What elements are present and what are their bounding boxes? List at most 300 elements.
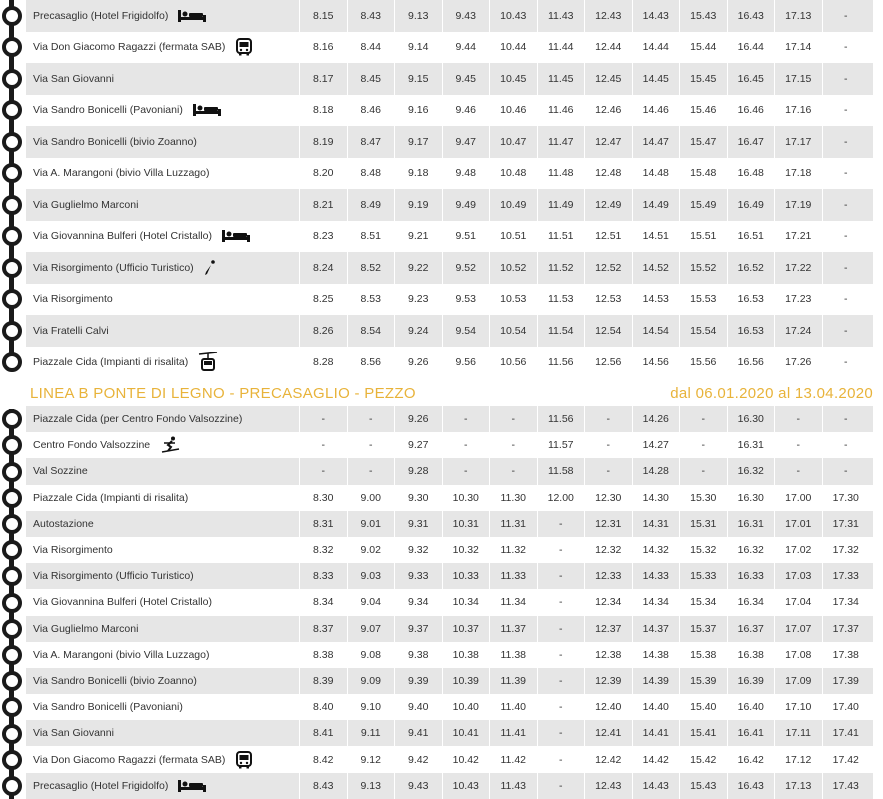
departure-time: 9.08 bbox=[347, 642, 395, 668]
departure-time: 15.49 bbox=[679, 189, 727, 221]
departure-time: - bbox=[774, 406, 822, 432]
departure-time: 17.12 bbox=[774, 746, 822, 772]
departure-time: - bbox=[347, 458, 395, 484]
departure-time: 12.56 bbox=[584, 347, 632, 379]
departure-time: - bbox=[537, 537, 585, 563]
departure-time: - bbox=[774, 432, 822, 458]
departure-time: 10.40 bbox=[442, 694, 490, 720]
departure-time: 9.52 bbox=[442, 252, 490, 284]
departure-time: - bbox=[822, 221, 870, 253]
departure-time: 16.52 bbox=[727, 252, 775, 284]
stop-marker bbox=[2, 462, 22, 482]
table-row bbox=[26, 511, 873, 537]
departure-time: 12.45 bbox=[584, 63, 632, 95]
stop-cell bbox=[26, 596, 299, 608]
departure-time: 11.37 bbox=[489, 616, 537, 642]
stop-cell bbox=[26, 352, 299, 372]
departure-time: 14.51 bbox=[632, 221, 680, 253]
departure-time: 17.32 bbox=[822, 537, 870, 563]
line-b-header bbox=[30, 385, 873, 402]
departure-time: 16.33 bbox=[727, 563, 775, 589]
departure-time: 12.44 bbox=[584, 32, 632, 64]
departure-time: 12.37 bbox=[584, 616, 632, 642]
departure-time: 8.24 bbox=[299, 252, 347, 284]
departure-time: 10.54 bbox=[489, 315, 537, 347]
departure-time: - bbox=[584, 458, 632, 484]
departure-time: 8.17 bbox=[299, 63, 347, 95]
departure-time: 10.33 bbox=[442, 563, 490, 589]
departure-time: 14.47 bbox=[632, 126, 680, 158]
stop-cell bbox=[26, 649, 299, 661]
departure-time: 17.39 bbox=[822, 668, 870, 694]
stop-marker bbox=[2, 163, 22, 183]
departure-time: 10.49 bbox=[489, 189, 537, 221]
departure-time: 9.48 bbox=[442, 158, 490, 190]
departure-time: 16.31 bbox=[727, 432, 775, 458]
departure-time: 9.04 bbox=[347, 589, 395, 615]
departure-time: 15.54 bbox=[679, 315, 727, 347]
stop-marker bbox=[2, 289, 22, 309]
departure-time: 14.44 bbox=[632, 32, 680, 64]
stop-name: Precasaglio (Hotel Frigidolfo) bbox=[33, 779, 169, 792]
departure-time: 10.42 bbox=[442, 746, 490, 772]
departure-time: 9.38 bbox=[394, 642, 442, 668]
stop-name: Via Don Giacomo Ragazzi (fermata SAB) bbox=[33, 41, 226, 54]
departure-time: - bbox=[584, 432, 632, 458]
departure-time: 16.30 bbox=[727, 406, 775, 432]
departure-time: 9.21 bbox=[394, 221, 442, 253]
stop-marker bbox=[2, 540, 22, 560]
stop-cell bbox=[26, 751, 299, 769]
departure-time: 17.31 bbox=[822, 511, 870, 537]
departure-time: 17.23 bbox=[774, 284, 822, 316]
departure-time: 8.44 bbox=[347, 32, 395, 64]
departure-time: - bbox=[822, 0, 870, 32]
departure-time: - bbox=[537, 773, 585, 799]
departure-time: 9.07 bbox=[347, 616, 395, 642]
departure-time: - bbox=[537, 746, 585, 772]
departure-time: 8.28 bbox=[299, 347, 347, 379]
departure-time: 8.33 bbox=[299, 563, 347, 589]
departure-time: 15.38 bbox=[679, 642, 727, 668]
departure-time: 9.32 bbox=[394, 537, 442, 563]
departure-time: 16.32 bbox=[727, 458, 775, 484]
stop-marker bbox=[2, 645, 22, 665]
departure-time: 15.37 bbox=[679, 616, 727, 642]
departure-time: 9.03 bbox=[347, 563, 395, 589]
table-row bbox=[26, 406, 873, 432]
stop-name: Via Sandro Bonicelli (Pavoniani) bbox=[33, 104, 183, 117]
departure-time: 8.45 bbox=[347, 63, 395, 95]
departure-time: 8.18 bbox=[299, 95, 347, 127]
departure-time: 9.22 bbox=[394, 252, 442, 284]
departure-time: 12.53 bbox=[584, 284, 632, 316]
departure-time: 12.40 bbox=[584, 694, 632, 720]
departure-time: 17.18 bbox=[774, 158, 822, 190]
table-row bbox=[26, 458, 873, 484]
departure-time: 12.30 bbox=[584, 485, 632, 511]
departure-time: 17.07 bbox=[774, 616, 822, 642]
departure-time: 11.40 bbox=[489, 694, 537, 720]
stop-name: Via San Giovanni bbox=[33, 727, 114, 740]
stop-marker bbox=[2, 132, 22, 152]
departure-time: 17.15 bbox=[774, 63, 822, 95]
departure-time: 17.43 bbox=[822, 773, 870, 799]
stop-cell bbox=[26, 260, 299, 276]
stop-cell bbox=[26, 230, 299, 242]
departure-time: 12.48 bbox=[584, 158, 632, 190]
departure-time: 15.34 bbox=[679, 589, 727, 615]
table-row bbox=[26, 746, 873, 772]
departure-time: 10.44 bbox=[489, 32, 537, 64]
departure-time: - bbox=[537, 668, 585, 694]
departure-time: 8.39 bbox=[299, 668, 347, 694]
stop-name: Via San Giovanni bbox=[33, 72, 114, 85]
departure-time: 9.40 bbox=[394, 694, 442, 720]
departure-time: 12.54 bbox=[584, 315, 632, 347]
departure-time: - bbox=[822, 32, 870, 64]
departure-time: 16.51 bbox=[727, 221, 775, 253]
stop-cell bbox=[26, 780, 299, 792]
bus-icon bbox=[235, 751, 253, 769]
departure-time: 17.34 bbox=[822, 589, 870, 615]
departure-time: 15.30 bbox=[679, 485, 727, 511]
stop-name: Via Risorgimento bbox=[33, 293, 113, 306]
stop-name: Precasaglio (Hotel Frigidolfo) bbox=[33, 9, 169, 22]
departure-time: 16.41 bbox=[727, 720, 775, 746]
departure-time: 14.28 bbox=[632, 458, 680, 484]
departure-time: 14.43 bbox=[632, 0, 680, 32]
departure-time: - bbox=[537, 694, 585, 720]
stop-name: Via Risorgimento bbox=[33, 544, 113, 557]
departure-time: 10.34 bbox=[442, 589, 490, 615]
departure-time: 17.04 bbox=[774, 589, 822, 615]
departure-time: 14.39 bbox=[632, 668, 680, 694]
departure-time: 12.51 bbox=[584, 221, 632, 253]
stop-marker bbox=[2, 566, 22, 586]
departure-time: 16.34 bbox=[727, 589, 775, 615]
departure-time: 12.31 bbox=[584, 511, 632, 537]
departure-time: 16.31 bbox=[727, 511, 775, 537]
departure-time: 10.53 bbox=[489, 284, 537, 316]
departure-time: 16.43 bbox=[727, 0, 775, 32]
departure-time: 12.38 bbox=[584, 642, 632, 668]
departure-time: 11.54 bbox=[537, 315, 585, 347]
departure-time: - bbox=[822, 458, 870, 484]
departure-time: 17.40 bbox=[822, 694, 870, 720]
departure-time: 14.31 bbox=[632, 511, 680, 537]
departure-time: 16.42 bbox=[727, 746, 775, 772]
departure-time: - bbox=[537, 720, 585, 746]
table-row bbox=[26, 694, 873, 720]
bed-icon bbox=[222, 230, 250, 242]
departure-time: 17.41 bbox=[822, 720, 870, 746]
departure-time: 17.21 bbox=[774, 221, 822, 253]
stop-name: Via A. Marangoni (bivio Villa Luzzago) bbox=[33, 167, 210, 180]
departure-time: 9.11 bbox=[347, 720, 395, 746]
departure-time: 10.41 bbox=[442, 720, 490, 746]
departure-time: 9.30 bbox=[394, 485, 442, 511]
departure-time: 15.52 bbox=[679, 252, 727, 284]
departure-time: 11.57 bbox=[537, 432, 585, 458]
stop-name: Via Risorgimento (Ufficio Turistico) bbox=[33, 570, 194, 583]
departure-time: - bbox=[489, 458, 537, 484]
departure-time: 11.58 bbox=[537, 458, 585, 484]
departure-time: 15.46 bbox=[679, 95, 727, 127]
cablecar-icon bbox=[198, 352, 218, 372]
departure-time: 11.31 bbox=[489, 511, 537, 537]
departure-time: 15.43 bbox=[679, 0, 727, 32]
departure-time: 8.26 bbox=[299, 315, 347, 347]
departure-time: - bbox=[679, 406, 727, 432]
departure-time: 11.44 bbox=[537, 32, 585, 64]
departure-time: 17.16 bbox=[774, 95, 822, 127]
departure-time: - bbox=[537, 642, 585, 668]
departure-time: - bbox=[822, 252, 870, 284]
departure-time: - bbox=[822, 284, 870, 316]
departure-time: 9.19 bbox=[394, 189, 442, 221]
departure-time: 8.20 bbox=[299, 158, 347, 190]
stop-marker bbox=[2, 776, 22, 796]
stop-cell bbox=[26, 544, 299, 556]
departure-time: 11.43 bbox=[537, 0, 585, 32]
bed-icon bbox=[193, 104, 221, 116]
table-row bbox=[26, 432, 873, 458]
departure-time: 14.43 bbox=[632, 773, 680, 799]
table-row bbox=[26, 221, 873, 253]
departure-time: 9.13 bbox=[394, 0, 442, 32]
departure-time: 14.52 bbox=[632, 252, 680, 284]
departure-time: 14.53 bbox=[632, 284, 680, 316]
departure-time: 11.48 bbox=[537, 158, 585, 190]
table-row bbox=[26, 563, 873, 589]
stop-cell bbox=[26, 104, 299, 116]
departure-time: 15.43 bbox=[679, 773, 727, 799]
departure-time: 9.24 bbox=[394, 315, 442, 347]
departure-time: 8.48 bbox=[347, 158, 395, 190]
departure-time: 15.51 bbox=[679, 221, 727, 253]
stop-name: Piazzale Cida (per Centro Fondo Valsozzine) bbox=[33, 413, 243, 426]
departure-time: 16.53 bbox=[727, 315, 775, 347]
departure-time: 8.25 bbox=[299, 284, 347, 316]
stop-marker bbox=[2, 724, 22, 744]
departure-time: 16.37 bbox=[727, 616, 775, 642]
stop-marker bbox=[2, 69, 22, 89]
stop-cell bbox=[26, 38, 299, 56]
stop-cell bbox=[26, 10, 299, 22]
departure-time: 15.44 bbox=[679, 32, 727, 64]
departure-time: 17.26 bbox=[774, 347, 822, 379]
departure-time: 9.37 bbox=[394, 616, 442, 642]
departure-time: 14.41 bbox=[632, 720, 680, 746]
stop-name: Via Sandro Bonicelli (Pavoniani) bbox=[33, 701, 183, 714]
departure-time: 15.39 bbox=[679, 668, 727, 694]
departure-time: - bbox=[347, 432, 395, 458]
bed-icon bbox=[178, 10, 206, 22]
departure-time: 10.37 bbox=[442, 616, 490, 642]
departure-time: 9.23 bbox=[394, 284, 442, 316]
departure-time: 9.17 bbox=[394, 126, 442, 158]
departure-time: 15.40 bbox=[679, 694, 727, 720]
departure-time: 9.26 bbox=[394, 347, 442, 379]
departure-time: 15.33 bbox=[679, 563, 727, 589]
departure-time: - bbox=[822, 347, 870, 379]
departure-time: 10.51 bbox=[489, 221, 537, 253]
stop-name: Via A. Marangoni (bivio Villa Luzzago) bbox=[33, 648, 210, 661]
departure-time: 17.38 bbox=[822, 642, 870, 668]
departure-time: 8.23 bbox=[299, 221, 347, 253]
table-row bbox=[26, 32, 873, 64]
departure-time: 15.47 bbox=[679, 126, 727, 158]
departure-time: - bbox=[822, 432, 870, 458]
departure-time: 8.54 bbox=[347, 315, 395, 347]
departure-time: - bbox=[537, 511, 585, 537]
stop-marker bbox=[2, 750, 22, 770]
departure-time: 17.42 bbox=[822, 746, 870, 772]
departure-time: 14.38 bbox=[632, 642, 680, 668]
departure-time: 10.45 bbox=[489, 63, 537, 95]
departure-time: 16.49 bbox=[727, 189, 775, 221]
departure-time: 10.56 bbox=[489, 347, 537, 379]
departure-time: 10.43 bbox=[442, 773, 490, 799]
stop-name: Via Giovannina Bulferi (Hotel Cristallo) bbox=[33, 596, 212, 609]
stop-marker bbox=[2, 435, 22, 455]
departure-time: 10.47 bbox=[489, 126, 537, 158]
departure-time: 11.46 bbox=[537, 95, 585, 127]
departure-time: 17.30 bbox=[822, 485, 870, 511]
stop-marker bbox=[2, 593, 22, 613]
departure-time: 9.26 bbox=[394, 406, 442, 432]
departure-time: 12.47 bbox=[584, 126, 632, 158]
table-row bbox=[26, 589, 873, 615]
departure-time: 8.34 bbox=[299, 589, 347, 615]
stop-cell bbox=[26, 570, 299, 582]
departure-time: 17.03 bbox=[774, 563, 822, 589]
stop-marker bbox=[2, 100, 22, 120]
departure-time: 10.52 bbox=[489, 252, 537, 284]
departure-time: 10.32 bbox=[442, 537, 490, 563]
table-row bbox=[26, 95, 873, 127]
stop-name: Centro Fondo Valsozzine bbox=[33, 439, 151, 452]
departure-time: 12.46 bbox=[584, 95, 632, 127]
stop-cell bbox=[26, 413, 299, 425]
departure-time: 17.24 bbox=[774, 315, 822, 347]
departure-time: - bbox=[489, 406, 537, 432]
departure-time: 11.52 bbox=[537, 252, 585, 284]
departure-time: 8.51 bbox=[347, 221, 395, 253]
departure-time: 11.53 bbox=[537, 284, 585, 316]
departure-time: 8.32 bbox=[299, 537, 347, 563]
table-row bbox=[26, 0, 873, 32]
stop-name: Val Sozzine bbox=[33, 465, 88, 478]
stop-marker bbox=[2, 6, 22, 26]
departure-time: 16.32 bbox=[727, 537, 775, 563]
departure-time: 8.21 bbox=[299, 189, 347, 221]
departure-time: 14.46 bbox=[632, 95, 680, 127]
departure-time: - bbox=[299, 432, 347, 458]
stop-cell bbox=[26, 199, 299, 211]
stop-cell bbox=[26, 136, 299, 148]
stop-cell bbox=[26, 436, 299, 454]
departure-time: 9.54 bbox=[442, 315, 490, 347]
departure-time: 16.48 bbox=[727, 158, 775, 190]
departure-time: 16.45 bbox=[727, 63, 775, 95]
departure-time: 9.42 bbox=[394, 746, 442, 772]
departure-time: 14.45 bbox=[632, 63, 680, 95]
departure-time: 12.39 bbox=[584, 668, 632, 694]
stop-marker bbox=[2, 409, 22, 429]
departure-time: 15.31 bbox=[679, 511, 727, 537]
departure-time: 9.39 bbox=[394, 668, 442, 694]
departure-time: 11.30 bbox=[489, 485, 537, 511]
bed-icon bbox=[178, 780, 206, 792]
departure-time: 15.41 bbox=[679, 720, 727, 746]
departure-time: 11.51 bbox=[537, 221, 585, 253]
departure-time: - bbox=[347, 406, 395, 432]
departure-time: 9.43 bbox=[394, 773, 442, 799]
departure-time: 9.12 bbox=[347, 746, 395, 772]
departure-time: 9.01 bbox=[347, 511, 395, 537]
departure-time: 9.45 bbox=[442, 63, 490, 95]
line-b-title: LINEA B PONTE DI LEGNO - PRECASAGLIO - PEZZO bbox=[30, 385, 416, 402]
stop-marker bbox=[2, 195, 22, 215]
departure-time: 12.42 bbox=[584, 746, 632, 772]
departure-time: 10.48 bbox=[489, 158, 537, 190]
departure-time: 16.56 bbox=[727, 347, 775, 379]
departure-time: 9.51 bbox=[442, 221, 490, 253]
departure-time: 14.34 bbox=[632, 589, 680, 615]
table-row bbox=[26, 668, 873, 694]
departure-time: 11.32 bbox=[489, 537, 537, 563]
departure-time: 8.41 bbox=[299, 720, 347, 746]
departure-time: 16.38 bbox=[727, 642, 775, 668]
departure-time: 14.42 bbox=[632, 746, 680, 772]
departure-time: - bbox=[822, 315, 870, 347]
departure-time: - bbox=[822, 158, 870, 190]
departure-time: 15.45 bbox=[679, 63, 727, 95]
departure-time: 11.34 bbox=[489, 589, 537, 615]
table-row bbox=[26, 189, 873, 221]
stop-marker bbox=[2, 488, 22, 508]
departure-time: 17.09 bbox=[774, 668, 822, 694]
departure-time: 11.42 bbox=[489, 746, 537, 772]
departure-time: 8.16 bbox=[299, 32, 347, 64]
departure-time: 8.53 bbox=[347, 284, 395, 316]
departure-time: 9.44 bbox=[442, 32, 490, 64]
departure-time: 8.56 bbox=[347, 347, 395, 379]
stop-name: Via Giovannina Bulferi (Hotel Cristallo) bbox=[33, 230, 212, 243]
table-row bbox=[26, 616, 873, 642]
stop-cell bbox=[26, 465, 299, 477]
departure-time: 14.33 bbox=[632, 563, 680, 589]
stop-cell bbox=[26, 701, 299, 713]
departure-time: 11.39 bbox=[489, 668, 537, 694]
stop-name: Via Guglielmo Marconi bbox=[33, 622, 139, 635]
departure-time: 9.02 bbox=[347, 537, 395, 563]
departure-time: 9.34 bbox=[394, 589, 442, 615]
stop-name: Via Risorgimento (Ufficio Turistico) bbox=[33, 261, 194, 274]
departure-time: 11.43 bbox=[489, 773, 537, 799]
departure-time: - bbox=[442, 432, 490, 458]
departure-time: 16.40 bbox=[727, 694, 775, 720]
departure-time: 11.38 bbox=[489, 642, 537, 668]
table-row bbox=[26, 315, 873, 347]
stop-marker bbox=[2, 514, 22, 534]
departure-time: 16.30 bbox=[727, 485, 775, 511]
stop-name: Via Guglielmo Marconi bbox=[33, 198, 139, 211]
departure-time: 9.18 bbox=[394, 158, 442, 190]
departure-time: 8.37 bbox=[299, 616, 347, 642]
